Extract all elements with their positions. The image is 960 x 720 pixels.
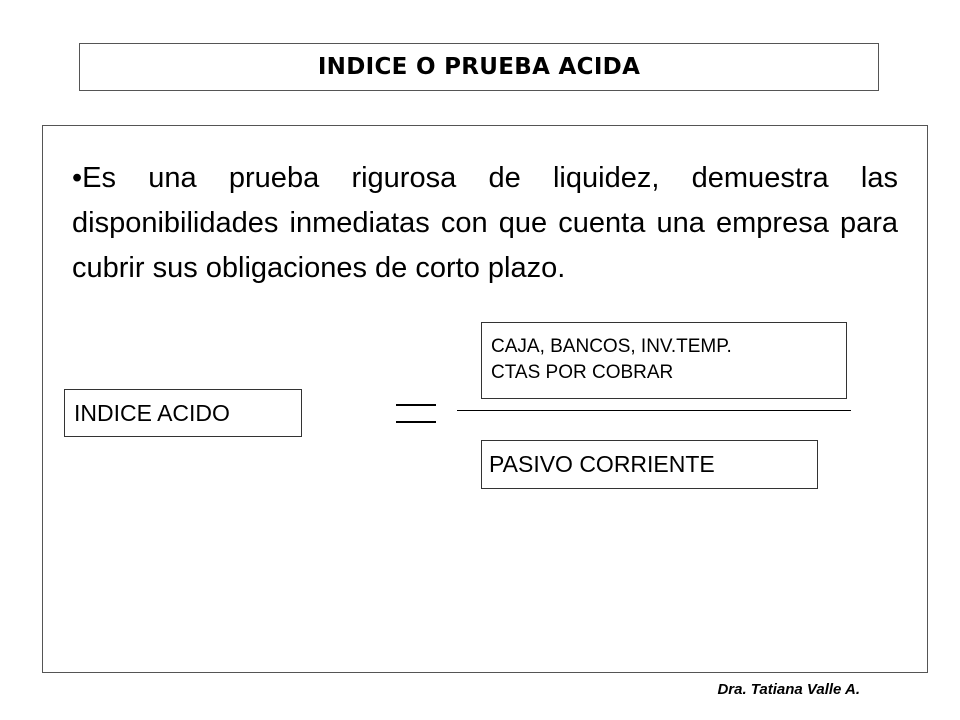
denominator-box bbox=[481, 440, 818, 489]
numerator-box bbox=[481, 322, 847, 399]
indice-acido-label: INDICE ACIDO bbox=[74, 399, 230, 426]
numerator-line-2: CTAS POR COBRAR bbox=[491, 362, 674, 383]
slide-title: INDICE O PRUEBA ACIDA bbox=[317, 54, 641, 80]
title-box bbox=[79, 43, 879, 91]
author-credit: Dra. Tatiana Valle A. bbox=[717, 681, 860, 698]
equals-sign-top-bar bbox=[396, 404, 436, 406]
equals-sign-bottom-bar bbox=[396, 421, 436, 423]
fraction-line bbox=[457, 410, 851, 411]
definition-text: Es una prueba rigurosa de liquidez, demuestra las disponibilidades inmediatas con que cuenta una empresa para cubrir sus obligaciones de corto plazo. bbox=[72, 162, 898, 284]
indice-acido-box bbox=[64, 389, 302, 437]
numerator-line-1: CAJA, BANCOS, INV.TEMP. bbox=[491, 336, 732, 357]
bullet-marker: • bbox=[72, 162, 83, 194]
denominator-label: PASIVO CORRIENTE bbox=[489, 451, 715, 477]
definition-paragraph bbox=[72, 156, 898, 291]
